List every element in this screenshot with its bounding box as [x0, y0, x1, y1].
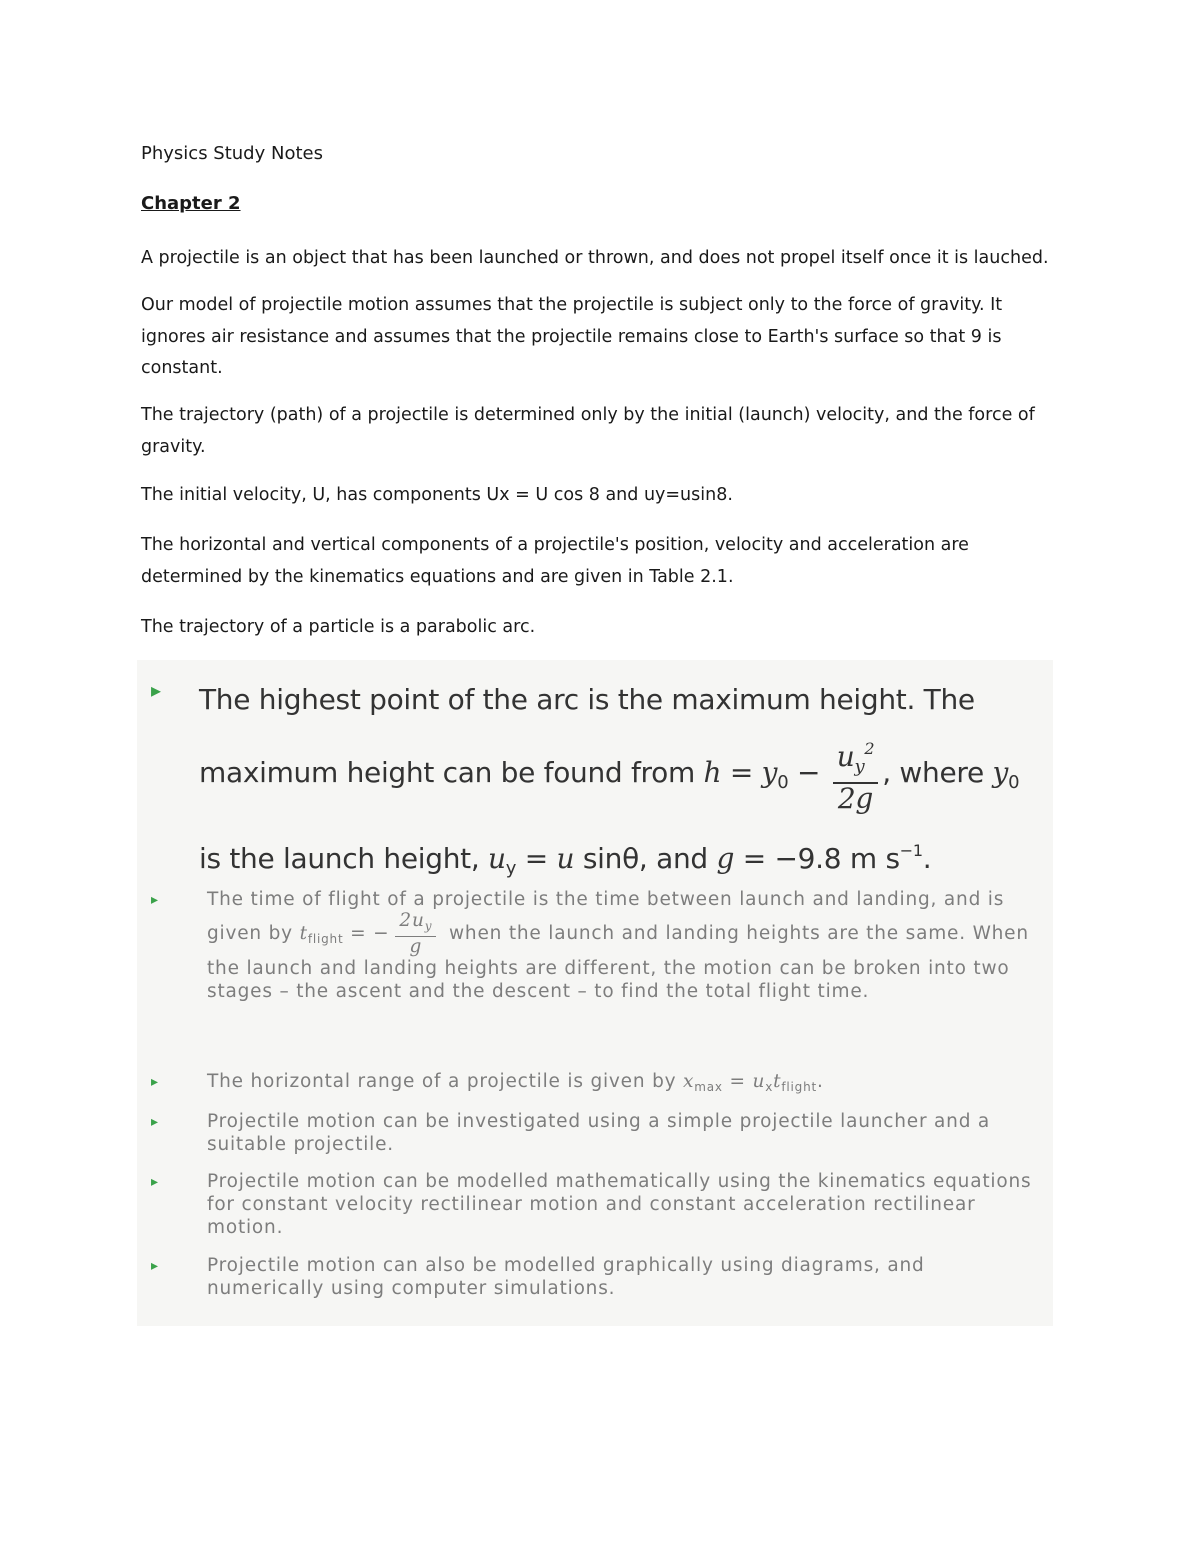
bullet-icon: ▸ — [151, 678, 162, 702]
time-of-flight-fraction: $\frac{2u_y}{g}$ — [395, 911, 436, 957]
paragraph-trajectory-determined: The trajectory (path) of a projectile is determined only by the initial (launch) velocity, and the force of gravity. — [141, 405, 1035, 457]
bullet-icon: ▸ — [151, 892, 159, 908]
mathematical-model-bullet: Projectile motion can be modelled mathematically using the kinematics equations for constant velocity rectilinear motion and constant acceleration rectilinear motion. — [207, 1171, 1032, 1238]
bullet-icon: ▸ — [151, 1174, 159, 1190]
max-height-fraction: $\frac{u_y^2}{2g}$ — [833, 734, 879, 814]
paragraph-parabolic-arc: The trajectory of a particle is a parabolic arc. — [141, 617, 536, 637]
paragraph-initial-velocity: The initial velocity, U, has components Ux = U cos 8 and uy=usin8. — [141, 485, 733, 505]
document-title: Physics Study Notes — [141, 143, 323, 164]
paragraph-components: The horizontal and vertical components of a projectile's position, velocity and acceleration are determined by the kinematics equations and are given in Table 2.1. — [141, 535, 969, 587]
textbook-excerpt-image — [137, 660, 1053, 1326]
paragraph-model-assumptions: Our model of projectile motion assumes that the projectile is subject only to the force of gravity. It ignores air resistance and assumes that the projectile remains close to Earth's surface so that 9 is constant. — [141, 295, 1003, 378]
max-height-bullet — [199, 666, 1039, 903]
bullet-icon: ▸ — [151, 1258, 159, 1274]
max-height-line-1: The highest point of the arc is the maximum height. The — [199, 683, 975, 716]
investigation-bullet: Projectile motion can be investigated using a simple projectile launcher and a suitable projectile. — [207, 1111, 991, 1155]
bullet-icon: ▸ — [151, 1114, 159, 1130]
max-height-line-2: maximum height can be found from $h = y_0$ − $\frac{u_y^2}{2g}$ , where $y_0$ — [199, 734, 1039, 817]
bullet-icon: ▸ — [151, 1074, 159, 1090]
time-of-flight-bullet: The time of flight of a projectile is the time between launch and landing, and is given by $t_{flight}$ = − $\frac{2u_y}{g}$ when the launch and landing heights are the same. When the launch and landing heights are different, the motion can be broken into two stages – the ascent and the descent – to find the total flight time. — [207, 889, 1029, 1002]
paragraph-projectile-definition: A projectile is an object that has been launched or thrown, and does not propel itself once it is lauched. — [141, 248, 1049, 268]
max-height-line-3: is the launch height, $u_y = u$ sinθ, and g = −9.8 m $s^{-1}$. — [199, 841, 932, 879]
horizontal-range-bullet: The horizontal range of a projectile is given by $x_{max} = u_xt_{flight}$. — [207, 1071, 824, 1094]
graphical-model-bullet: Projectile motion can also be modelled graphically using diagrams, and numerically using computer simulations. — [207, 1255, 925, 1299]
chapter-heading: Chapter 2 — [141, 193, 241, 214]
